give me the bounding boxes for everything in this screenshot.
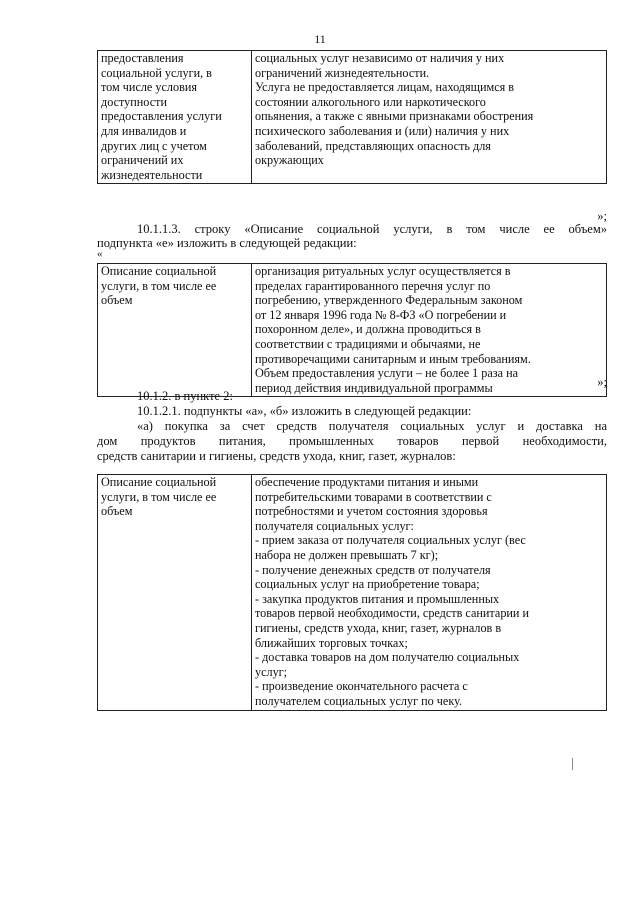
text-line: социальной услуги, в: [101, 65, 212, 80]
text-line: - получение денежных средств от получателя: [255, 562, 491, 577]
text-line: социальных услуг на приобретение товара;: [255, 577, 480, 592]
text-line: потребительскими товарами в соответствии с: [255, 489, 492, 504]
text-line: социальных услуг независимо от наличия у них: [255, 51, 505, 65]
text-line: товаров первой необходимости, средств санитарии и: [255, 606, 530, 621]
table-shopping-delivery: [97, 474, 607, 711]
page-number: 11: [314, 32, 326, 46]
table-service-conditions: [97, 50, 607, 184]
text-line: - доставка товаров на дом получателю социальных: [255, 650, 520, 665]
text-line: ограничений жизнедеятельности.: [255, 65, 430, 80]
closing-quote-1: »;: [597, 209, 607, 223]
text-line: других лиц с учетом: [101, 138, 207, 153]
text-line: жизнедеятельности: [101, 167, 203, 182]
text-line: от 12 января 1996 года № 8-ФЗ «О погребении и: [255, 307, 507, 322]
text-line: заболеваний, представляющих опасность для: [255, 138, 491, 153]
table-cell-label: [98, 51, 252, 184]
table-cell-label: [98, 475, 252, 711]
text-line: объем: [101, 504, 133, 519]
text-line: пределах гарантированного перечня услуг по: [255, 278, 491, 293]
paragraph-10-1-1-3-cont: подпункта «е» изложить в следующей редакции:: [97, 236, 357, 250]
text-line: получателя социальных услуг:: [255, 518, 414, 533]
text-line: ближайших торговых точках;: [255, 635, 408, 650]
text-line: получателем социальных услуг по чеку.: [255, 693, 462, 708]
text-line: том числе условия: [101, 80, 197, 95]
text-line: опьянения, а также с явными признаками обострения: [255, 109, 534, 124]
closing-quote-2: »;: [597, 375, 607, 389]
text-line: противоречащими санитарным и иным требованиям.: [255, 351, 531, 366]
opening-quote: «: [97, 248, 103, 260]
paragraph-a-line3: средств санитарии и гигиены, средств ухода, книг, газет, журналов:: [97, 449, 456, 463]
text-line: услуг;: [255, 664, 288, 679]
text-line: Описание социальной: [101, 475, 217, 489]
text-line: для инвалидов и: [101, 123, 187, 138]
text-line: потребностями и учетом состояния здоровья: [255, 504, 488, 519]
text-line: обеспечение продуктами питания и иными: [255, 475, 479, 489]
text-line: Описание социальной: [101, 264, 217, 278]
paragraph-10-1-2-1: 10.1.2.1. подпункты «а», «б» изложить в следующей редакции:: [137, 404, 472, 418]
text-line: Объем предоставления услуги – не более 1 раза на: [255, 366, 519, 381]
text-line: состоянии алкогольного или наркотического: [255, 94, 486, 109]
text-line: - прием заказа от получателя социальных услуг (вес: [255, 533, 526, 548]
text-line: доступности: [101, 94, 167, 109]
text-line: набора не должен превышать 7 кг);: [255, 547, 439, 562]
paragraph-10-1-1-3: 10.1.1.3. строку «Описание социальной услуги, в том числе ее объем»: [137, 222, 607, 236]
text-line: ограничений их: [101, 153, 184, 168]
table-row: [98, 51, 607, 184]
text-line: объем: [101, 293, 133, 308]
table-cell-value: [252, 51, 607, 184]
text-line: предоставления: [101, 51, 184, 65]
paragraph-a-line2: дом продуктов питания, промышленных товаров первой необходимости,: [97, 434, 607, 448]
text-line: психического заболевания и (или) наличия у них: [255, 123, 510, 138]
text-line: - произведение окончательного расчета с: [255, 679, 468, 694]
text-line: похоронном деле», и должна проводиться в: [255, 322, 481, 337]
scan-mark: [572, 758, 573, 770]
text-line: соответствии с традициями и обычаями, не: [255, 336, 481, 351]
text-line: окружающих: [255, 153, 324, 168]
text-line: услуги, в том числе ее: [101, 278, 217, 293]
paragraph-10-1-2: 10.1.2. в пункте 2:: [137, 389, 233, 403]
text-line: гигиены, средств ухода, книг, газет, журналов в: [255, 620, 502, 635]
text-line: погребению, утвержденного Федеральным законом: [255, 293, 523, 308]
text-line: - закупка продуктов питания и промышленных: [255, 591, 500, 606]
text-line: организация ритуальных услуг осуществляется в: [255, 264, 511, 278]
text-line: период действия индивидуальной программы: [255, 380, 493, 395]
text-line: предоставления услуги: [101, 109, 222, 124]
text-line: Услуга не предоставляется лицам, находящимся в: [255, 80, 515, 95]
paragraph-a-line1: «а) покупка за счет средств получателя социальных услуг и доставка на: [137, 419, 607, 433]
table-cell-value: [252, 475, 607, 711]
table-row: [98, 475, 607, 711]
text-line: услуги, в том числе ее: [101, 489, 217, 504]
